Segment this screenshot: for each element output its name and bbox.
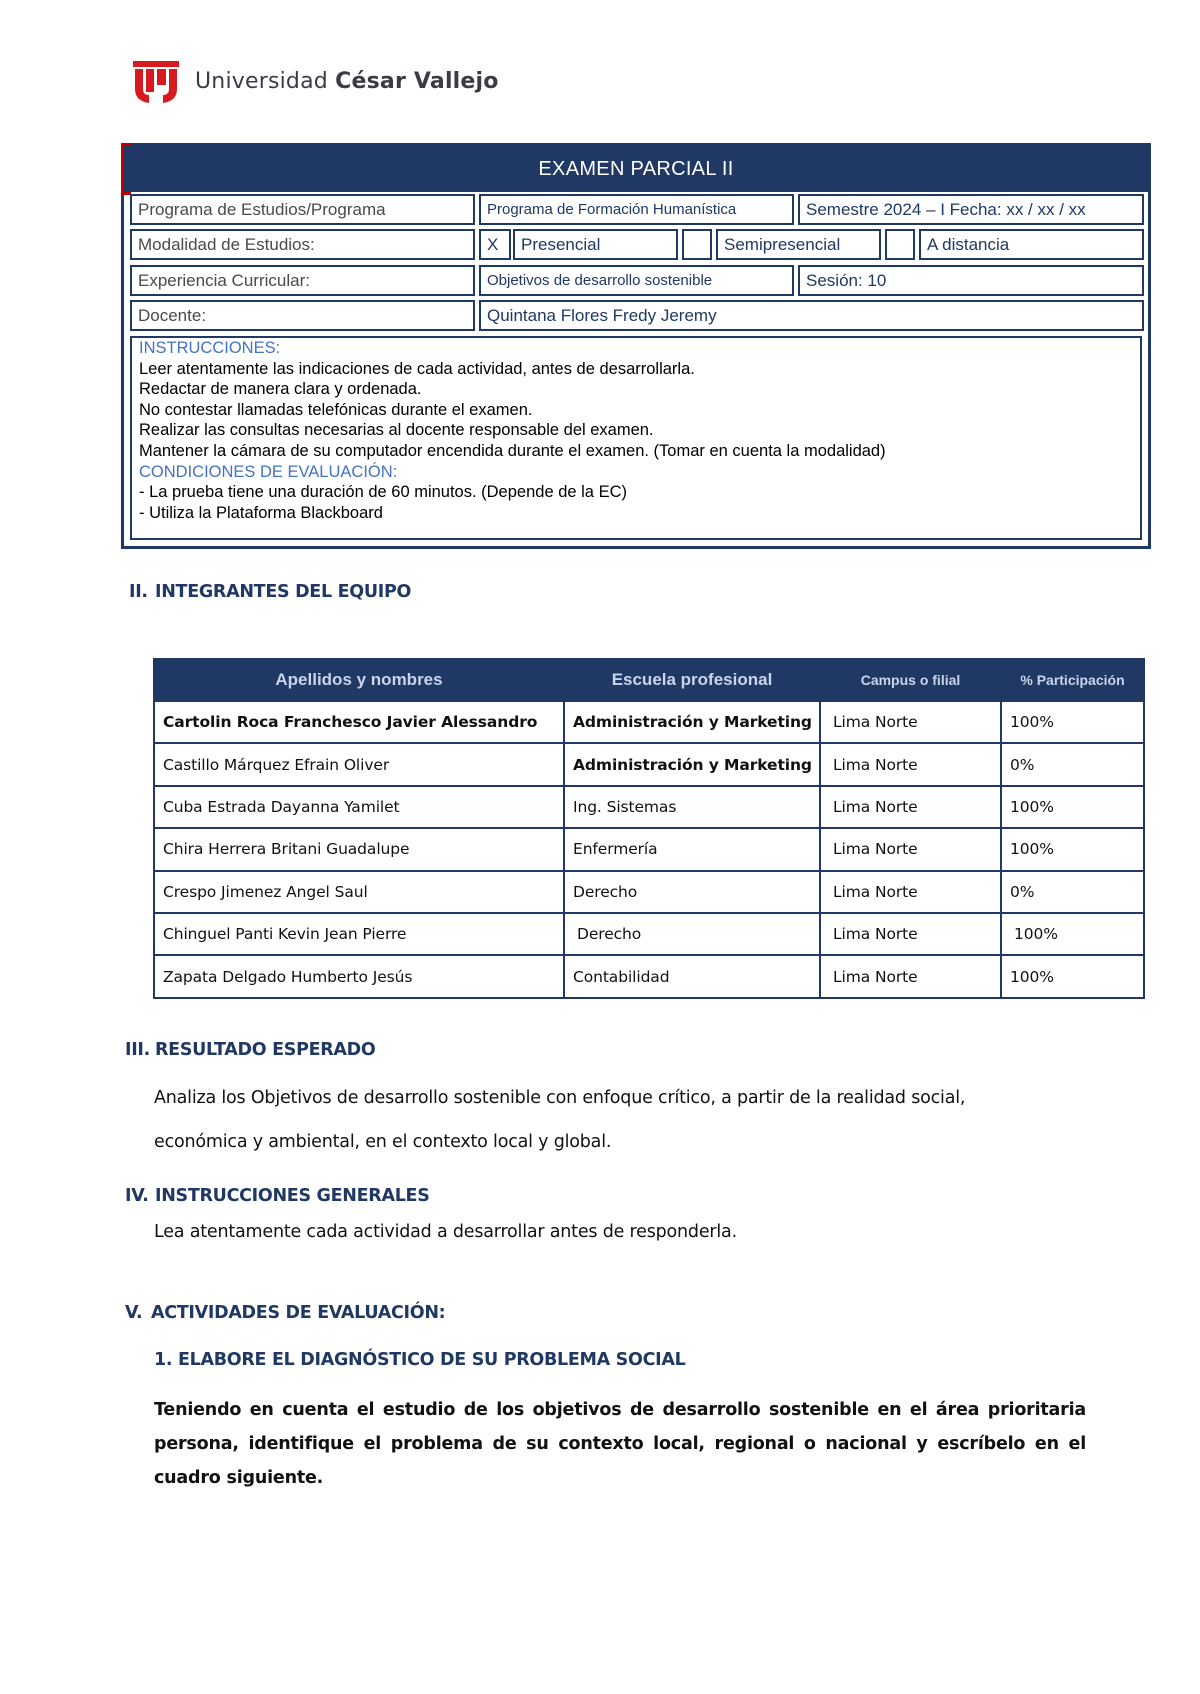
distancia-checkbox: [885, 229, 915, 260]
programa-label: Programa de Estudios/Programa: [130, 194, 475, 225]
member-participation: 100%: [1001, 828, 1144, 870]
general-instructions-text: Lea atentamente cada actividad a desarrollar antes de responderla.: [154, 1222, 737, 1242]
semipresencial-checkbox: [682, 229, 712, 260]
modalidad-label: Modalidad de Estudios:: [130, 229, 475, 260]
member-name: Crespo Jimenez Angel Saul: [154, 871, 564, 913]
member-name: Zapata Delgado Humberto Jesús: [154, 955, 564, 997]
member-school: Administración y Marketing: [564, 743, 820, 785]
instruction-line: Realizar las consultas necesarias al docente responsable del examen.: [139, 421, 654, 440]
conditions-heading: CONDICIONES DE EVALUACIÓN:: [139, 462, 398, 481]
member-name: Cartolin Roca Franchesco Javier Alessandro: [154, 701, 564, 743]
instruction-line: No contestar llamadas telefónicas durante el examen.: [139, 400, 533, 419]
instructions-box: [130, 336, 1142, 540]
condition-line: - La prueba tiene una duración de 60 minutos. (Depende de la EC): [139, 483, 627, 502]
section-4-heading: IV. INSTRUCCIONES GENERALES: [125, 1186, 430, 1206]
table-row: [154, 828, 1144, 870]
table-row: [154, 913, 1144, 955]
expected-result-line-1: Analiza los Objetivos de desarrollo sostenible con enfoque crítico, a partir de la realidad social,: [154, 1088, 966, 1108]
modalidad-distancia: A distancia: [919, 229, 1144, 260]
member-campus: Lima Norte: [820, 701, 1001, 743]
member-school: Derecho: [564, 871, 820, 913]
docente-label: Docente:: [130, 300, 475, 331]
member-participation: 100%: [1001, 701, 1144, 743]
modalidad-presencial: Presencial: [513, 229, 678, 260]
member-participation: 0%: [1001, 871, 1144, 913]
member-campus: Lima Norte: [820, 913, 1001, 955]
section-2-heading: II. INTEGRANTES DEL EQUIPO: [129, 582, 412, 602]
section-5-heading: V. ACTIVIDADES DE EVALUACIÓN:: [125, 1303, 446, 1323]
table-row: [154, 701, 1144, 743]
table-row: [154, 743, 1144, 785]
member-campus: Lima Norte: [820, 786, 1001, 828]
condition-line: - Utiliza la Plataforma Blackboard: [139, 503, 383, 522]
modalidad-semipresencial: Semipresencial: [716, 229, 881, 260]
member-participation: 0%: [1001, 743, 1144, 785]
member-campus: Lima Norte: [820, 871, 1001, 913]
activity-1-text: Teniendo en cuenta el estudio de los objetivos de desarrollo sostenible en el área prioritaria persona, identifique el problema de su contexto local, regional o nacional y escríbelo en el cuadro siguiente.: [154, 1400, 1086, 1488]
col-header-participation: % Participación: [1001, 659, 1144, 701]
member-school: Administración y Marketing: [564, 701, 820, 743]
team-table: [153, 658, 1145, 999]
exam-title: EXAMEN PARCIAL II: [124, 146, 1148, 192]
exam-header-table: [121, 143, 1151, 549]
table-row: [154, 871, 1144, 913]
experiencia-label: Experiencia Curricular:: [130, 265, 475, 296]
activity-1-title: 1. ELABORE EL DIAGNÓSTICO DE SU PROBLEMA SOCIAL: [154, 1350, 686, 1370]
instruction-line: Redactar de manera clara y ordenada.: [139, 380, 422, 399]
table-row: [154, 786, 1144, 828]
semestre-fecha: Semestre 2024 – I Fecha: xx / xx / xx: [798, 194, 1144, 225]
university-name: Universidad César Vallejo: [195, 68, 499, 94]
member-campus: Lima Norte: [820, 828, 1001, 870]
col-header-names: Apellidos y nombres: [154, 659, 564, 701]
team-table-header: [154, 659, 1144, 701]
experiencia-value: Objetivos de desarrollo sostenible: [479, 265, 794, 296]
member-participation: 100%: [1001, 786, 1144, 828]
col-header-school: Escuela profesional: [564, 659, 820, 701]
university-logo: [133, 59, 499, 103]
docente-value: Quintana Flores Fredy Jeremy: [479, 300, 1144, 331]
instruction-line: Leer atentamente las indicaciones de cada actividad, antes de desarrollarla.: [139, 359, 695, 378]
member-school: Derecho: [564, 913, 820, 955]
member-campus: Lima Norte: [820, 955, 1001, 997]
section-3-heading: III. RESULTADO ESPERADO: [125, 1040, 376, 1060]
member-participation: 100%: [1001, 913, 1144, 955]
member-name: Cuba Estrada Dayanna Yamilet: [154, 786, 564, 828]
col-header-campus: Campus o filial: [820, 659, 1001, 701]
member-campus: Lima Norte: [820, 743, 1001, 785]
instruction-line: Mantener la cámara de su computador encendida durante el examen. (Tomar en cuenta la modalidad): [139, 441, 886, 460]
member-name: Chinguel Panti Kevin Jean Pierre: [154, 913, 564, 955]
sesion: Sesión: 10: [798, 265, 1144, 296]
member-participation: 100%: [1001, 955, 1144, 997]
member-name: Chira Herrera Britani Guadalupe: [154, 828, 564, 870]
member-name: Castillo Márquez Efrain Oliver: [154, 743, 564, 785]
expected-result-line-2: económica y ambiental, en el contexto local y global.: [154, 1132, 612, 1152]
member-school: Contabilidad: [564, 955, 820, 997]
member-school: Enfermería: [564, 828, 820, 870]
table-row: [154, 955, 1144, 997]
programa-value: Programa de Formación Humanística: [479, 194, 794, 225]
member-school: Ing. Sistemas: [564, 786, 820, 828]
ucv-shield-icon: [133, 59, 179, 103]
instructions-heading: INSTRUCCIONES:: [139, 339, 281, 357]
modalidad-mark: X: [479, 229, 511, 260]
